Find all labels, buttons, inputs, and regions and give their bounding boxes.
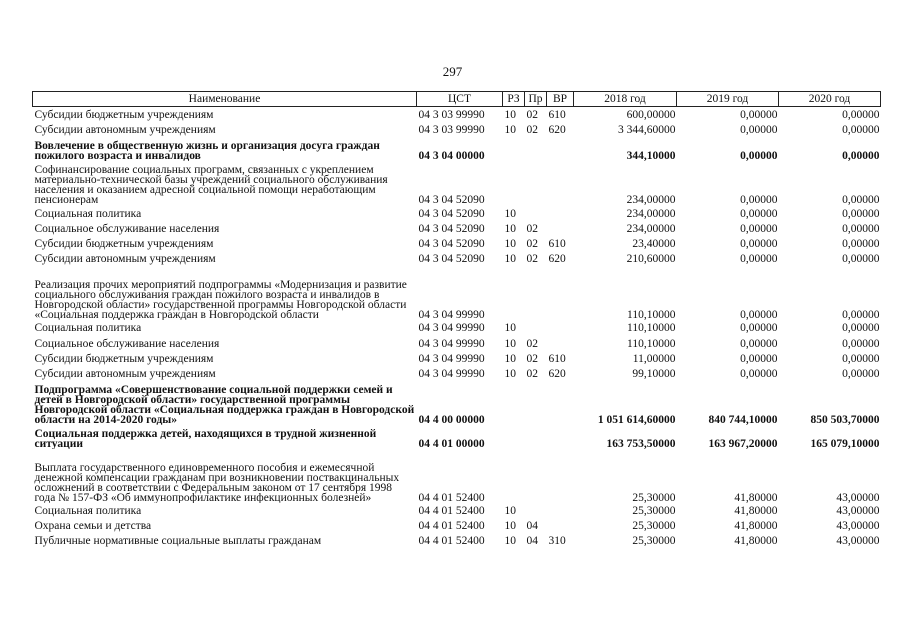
row-value-2020: 43,00000 xyxy=(836,505,880,518)
row-vr xyxy=(547,449,574,503)
table-row xyxy=(33,533,881,548)
row-value-2020: 43,00000 xyxy=(836,535,880,548)
row-value-2019: 0,00000 xyxy=(740,124,778,137)
row-name: Субсидии автономным учреждениям xyxy=(34,253,216,266)
table-row xyxy=(33,236,881,251)
row-pr: 02 xyxy=(526,237,538,250)
row-vr xyxy=(547,221,574,236)
row-rz: 10 xyxy=(504,505,516,518)
row-name: Реализация прочих мероприятий подпрограммы «Модернизация и развитие социального обслуживания граждан пожилого возраста и инвалидов в Новгородской области» государственной программы Новгородской области «Социальная поддержка граждан в Новгородской области xyxy=(34,279,407,321)
row-value-2020: 0,00000 xyxy=(842,222,880,235)
row-pr: 02 xyxy=(526,367,538,380)
row-value-2020: 0,00000 xyxy=(842,124,880,137)
table-row xyxy=(33,351,881,366)
row-rz: 10 xyxy=(504,367,516,380)
row-rz xyxy=(503,381,525,425)
row-cst: 04 4 01 52400 xyxy=(418,520,485,533)
row-pr: 02 xyxy=(526,352,538,365)
row-value-2018: 234,00000 xyxy=(626,207,676,220)
row-pr: 02 xyxy=(526,337,538,350)
row-value-2020: 0,00000 xyxy=(842,309,880,321)
row-cst: 04 3 04 52090 xyxy=(418,222,485,235)
table-row xyxy=(33,503,881,518)
row-cst: 04 4 01 52400 xyxy=(418,505,485,518)
row-cst: 04 3 04 99990 xyxy=(418,337,485,350)
row-rz: 10 xyxy=(504,124,516,137)
row-vr: 610 xyxy=(548,109,566,122)
row-name: Социальная поддержка детей, находящихся в трудной жизненной ситуации xyxy=(34,427,377,449)
row-value-2020: 0,00000 xyxy=(842,367,880,380)
row-pr xyxy=(525,425,547,449)
row-value-2018: 234,00000 xyxy=(626,222,676,235)
table-row xyxy=(33,161,881,205)
row-value-2019: 0,00000 xyxy=(740,322,778,335)
row-value-2018: 210,60000 xyxy=(626,253,676,266)
row-vr xyxy=(547,335,574,350)
row-vr: 310 xyxy=(548,535,566,548)
row-value-2019: 41,80000 xyxy=(734,520,778,533)
row-value-2020: 0,00000 xyxy=(842,322,880,335)
table-row xyxy=(33,335,881,350)
row-name: Социальная политика xyxy=(34,207,142,220)
row-rz: 10 xyxy=(504,207,516,220)
row-pr: 04 xyxy=(526,520,538,533)
row-name: Социальная политика xyxy=(34,322,142,335)
row-value-2020: 0,00000 xyxy=(842,337,880,350)
row-cst: 04 3 04 99990 xyxy=(418,367,485,380)
row-name: Социальная политика xyxy=(34,505,142,518)
row-cst: 04 3 04 99990 xyxy=(418,309,485,321)
row-cst: 04 3 04 99990 xyxy=(418,352,485,365)
row-value-2019: 0,00000 xyxy=(740,352,778,365)
row-rz: 10 xyxy=(504,352,516,365)
row-value-2018: 99,10000 xyxy=(632,367,676,380)
row-rz: 10 xyxy=(504,520,516,533)
row-value-2019: 0,00000 xyxy=(740,337,778,350)
row-value-2018: 110,10000 xyxy=(627,322,676,335)
row-rz xyxy=(503,449,525,503)
row-value-2020: 0,00000 xyxy=(842,253,880,266)
row-value-2020: 0,00000 xyxy=(842,207,880,220)
row-value-2019: 0,00000 xyxy=(740,309,778,321)
row-value-2018: 25,30000 xyxy=(632,505,676,518)
row-name: Субсидии автономным учреждениям xyxy=(34,367,216,380)
table-row xyxy=(33,366,881,381)
row-rz xyxy=(503,161,525,205)
row-value-2020: 0,00000 xyxy=(842,150,880,162)
row-vr xyxy=(547,518,574,533)
row-value-2018: 344,10000 xyxy=(626,150,676,162)
row-value-2018: 234,00000 xyxy=(626,194,676,206)
row-value-2019: 0,00000 xyxy=(740,194,778,206)
header-2019: 2019 год xyxy=(677,92,779,107)
page-number: 297 xyxy=(442,64,463,79)
row-value-2020: 850 503,70000 xyxy=(810,413,880,425)
row-vr xyxy=(547,381,574,425)
table-row xyxy=(33,205,881,220)
row-vr xyxy=(547,266,574,320)
row-rz: 10 xyxy=(504,253,516,266)
row-rz xyxy=(503,266,525,320)
row-name: Охрана семьи и детства xyxy=(34,520,152,533)
row-rz xyxy=(503,425,525,449)
row-rz: 10 xyxy=(504,237,516,250)
header-pr: Пр xyxy=(525,92,547,107)
row-vr: 620 xyxy=(548,367,566,380)
header-cst: ЦСТ xyxy=(417,92,503,107)
table-header-row xyxy=(33,92,881,107)
table-row xyxy=(33,425,881,449)
row-pr xyxy=(525,161,547,205)
row-cst: 04 4 01 00000 xyxy=(418,437,485,449)
budget-table xyxy=(32,91,881,548)
row-value-2019: 0,00000 xyxy=(740,367,778,380)
row-value-2018: 110,10000 xyxy=(627,309,676,321)
row-value-2018: 163 753,50000 xyxy=(606,437,676,449)
row-vr: 620 xyxy=(548,253,566,266)
row-name: Субсидии бюджетным учреждениям xyxy=(34,109,214,122)
row-cst: 04 3 03 99990 xyxy=(418,109,485,122)
row-pr xyxy=(525,205,547,220)
row-value-2019: 0,00000 xyxy=(740,253,778,266)
row-name: Публичные нормативные социальные выплаты гражданам xyxy=(34,535,322,548)
row-cst: 04 3 04 52090 xyxy=(418,194,485,206)
table-row xyxy=(33,449,881,503)
table-row xyxy=(33,107,881,123)
table-row xyxy=(33,266,881,320)
row-pr xyxy=(525,503,547,518)
row-cst: 04 4 00 00000 xyxy=(418,413,485,425)
row-rz xyxy=(503,137,525,161)
row-name: Выплата государственного единовременного пособия и ежемесячной денежной компенсации гражданам при возникновении поствакцинальных осложнений в соответствии с Федеральным законом от 17 сентября 1998 года № 157-ФЗ «Об иммунопрофилактике инфекционных болезней» xyxy=(34,461,400,503)
header-rz: РЗ xyxy=(503,92,525,107)
row-rz: 10 xyxy=(504,109,516,122)
row-value-2020: 43,00000 xyxy=(836,491,880,503)
row-value-2019: 0,00000 xyxy=(740,222,778,235)
row-name: Подпрограмма «Совершенствование социальной поддержки семей и детей в Новгородской области» государственной программы Новгородской области «Социальная поддержка граждан в Новгородской области на 2014-2020 годы» xyxy=(34,383,415,425)
row-vr xyxy=(547,161,574,205)
row-pr: 02 xyxy=(526,222,538,235)
row-name: Социальное обслуживание населения xyxy=(34,337,220,350)
row-rz: 10 xyxy=(504,222,516,235)
row-value-2018: 25,30000 xyxy=(632,520,676,533)
row-cst: 04 3 04 99990 xyxy=(418,322,485,335)
row-cst: 04 3 04 52090 xyxy=(418,207,485,220)
row-value-2020: 0,00000 xyxy=(842,352,880,365)
row-vr xyxy=(547,320,574,335)
table-row xyxy=(33,381,881,425)
row-pr xyxy=(525,137,547,161)
table-row xyxy=(33,221,881,236)
row-value-2019: 0,00000 xyxy=(740,207,778,220)
row-cst: 04 3 03 99990 xyxy=(418,124,485,137)
row-value-2019: 41,80000 xyxy=(734,505,778,518)
row-value-2020: 0,00000 xyxy=(842,194,880,206)
row-pr: 02 xyxy=(526,253,538,266)
row-vr: 610 xyxy=(548,237,566,250)
row-value-2018: 25,30000 xyxy=(632,491,676,503)
row-vr xyxy=(547,137,574,161)
header-2018: 2018 год xyxy=(574,92,677,107)
row-name: Софинансирование социальных программ, связанных с укреплением материально-технической базы учреждений социального обслуживания населения и оказанием адресной социальной помощи неработающим пенсионерам xyxy=(34,164,388,206)
row-pr xyxy=(525,266,547,320)
row-value-2020: 43,00000 xyxy=(836,520,880,533)
table-row xyxy=(33,122,881,137)
row-name: Вовлечение в общественную жизнь и организация досуга граждан пожилого возраста и инвалидов xyxy=(34,140,380,162)
row-vr: 610 xyxy=(548,352,566,365)
row-value-2018: 11,00000 xyxy=(632,352,676,365)
row-value-2020: 165 079,10000 xyxy=(810,437,880,449)
row-pr xyxy=(525,449,547,503)
row-pr: 02 xyxy=(526,124,538,137)
row-pr: 04 xyxy=(526,535,538,548)
row-rz: 10 xyxy=(504,322,516,335)
row-value-2019: 163 967,20000 xyxy=(708,437,778,449)
row-pr xyxy=(525,320,547,335)
row-value-2019: 0,00000 xyxy=(740,109,778,122)
row-value-2019: 41,80000 xyxy=(734,491,778,503)
row-value-2018: 600,00000 xyxy=(626,109,676,122)
table-row xyxy=(33,320,881,335)
row-vr xyxy=(547,503,574,518)
row-value-2020: 0,00000 xyxy=(842,237,880,250)
row-cst: 04 4 01 52400 xyxy=(418,491,485,503)
row-cst: 04 3 04 00000 xyxy=(418,150,485,162)
row-value-2019: 41,80000 xyxy=(734,535,778,548)
row-value-2018: 3 344,60000 xyxy=(618,124,676,137)
row-cst: 04 3 04 52090 xyxy=(418,253,485,266)
row-cst: 04 4 01 52400 xyxy=(418,535,485,548)
table-row xyxy=(33,137,881,161)
header-name: Наименование xyxy=(33,92,417,107)
row-rz: 10 xyxy=(504,337,516,350)
row-vr: 620 xyxy=(548,124,566,137)
row-value-2019: 0,00000 xyxy=(740,237,778,250)
row-rz: 10 xyxy=(504,535,516,548)
row-value-2019: 840 744,10000 xyxy=(708,413,778,425)
row-cst: 04 3 04 52090 xyxy=(418,237,485,250)
header-2020: 2020 год xyxy=(779,92,881,107)
row-vr xyxy=(547,425,574,449)
row-vr xyxy=(547,205,574,220)
table-row xyxy=(33,518,881,533)
row-name: Субсидии бюджетным учреждениям xyxy=(34,352,214,365)
table-row xyxy=(33,251,881,266)
header-vr: ВР xyxy=(547,92,574,107)
row-name: Субсидии бюджетным учреждениям xyxy=(34,237,214,250)
row-value-2018: 1 051 614,60000 xyxy=(597,413,676,425)
row-name: Социальное обслуживание населения xyxy=(34,222,220,235)
row-value-2020: 0,00000 xyxy=(842,109,880,122)
row-name: Субсидии автономным учреждениям xyxy=(34,124,216,137)
row-value-2019: 0,00000 xyxy=(740,150,778,162)
row-pr xyxy=(525,381,547,425)
row-pr: 02 xyxy=(526,109,538,122)
row-value-2018: 23,40000 xyxy=(632,237,676,250)
row-value-2018: 25,30000 xyxy=(632,535,676,548)
row-value-2018: 110,10000 xyxy=(627,337,676,350)
